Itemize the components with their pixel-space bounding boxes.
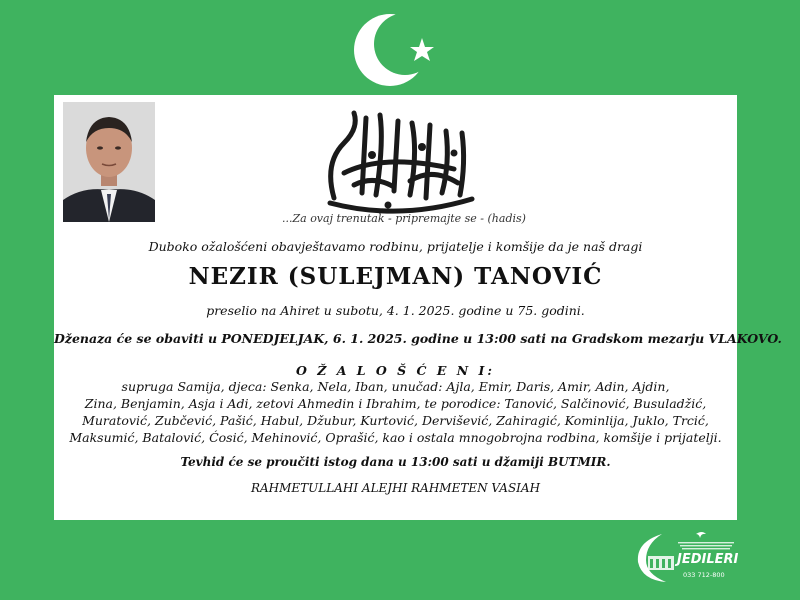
portrait-photo [63, 102, 155, 222]
mourners-line: supruga Samija, djeca: Senka, Nela, Iban, unučad: Ajla, Emir, Daris, Amir, Adin, Ajdin, [121, 379, 670, 394]
funeral-info: Dženaza će se obaviti u PONEDJELJAK, 6. 1. 2025. godine u 13:00 sati na Gradskom mezarju VLAKOVO. [54, 331, 782, 346]
mourners-line: Zina, Benjamin, Asja i Adi, zetovi Ahmedin i Ibrahim, te porodice: Tanović, Salčinović, Busuladžić, [84, 396, 707, 411]
passing-date: preselio na Ahiret u subotu, 4. 1. 2025. godine u 75. godini. [206, 303, 585, 318]
tevhid-info: Tevhid će se proučiti istog dana u 13:00 sati u džamiji BUTMIR. [180, 455, 611, 469]
hadith-quote: ...Za ovaj trenutak - pripremajte se - (hadis) [282, 212, 526, 225]
mourners-line: Muratović, Zubčević, Pašić, Habul, Džubur, Kurtović, Dervišević, Zahiragić, Kominlija, Juklo, Trcić, [82, 413, 709, 428]
mourners-line: Maksumić, Batalović, Ćosić, Mehinović, Oprašić, kao i ostala mnogobrojna rodbina, komšije i prijatelji. [69, 430, 722, 445]
deceased-name: NEZIR (SULEJMAN) TANOVIĆ [188, 263, 603, 290]
logo-phone: 033 712-800 [683, 571, 725, 579]
logo-text: JEDILERI [677, 552, 739, 567]
mourners-title: O Ž A L O Š Ć E N I: [296, 363, 495, 378]
mourners-list [54, 378, 737, 446]
arabic-calligraphy-icon [314, 103, 484, 215]
closing-prayer: RAHMETULLAHI ALEJHI RAHMETEN VASIAH [250, 481, 541, 495]
crescent-star-icon [352, 6, 442, 94]
obituary-card [54, 95, 782, 520]
intro-text: Duboko ožalošćeni obavještavamo rodbinu, prijatelje i komšije da je naš dragi [148, 239, 643, 254]
